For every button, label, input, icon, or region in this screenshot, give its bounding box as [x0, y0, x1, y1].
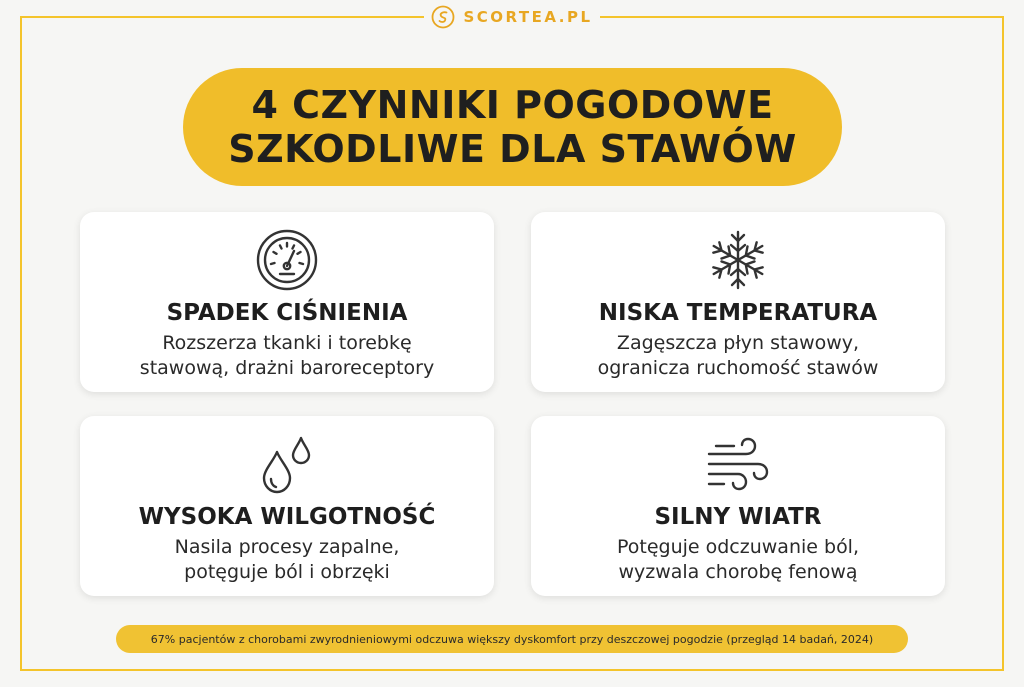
- statistic-footer-text: 67% pacjentów z chorobami zwyrodnieniowymi odczuwa większy dyskomfort przy deszczowej pogodzie (przegląd 14 badań, 2024): [150, 632, 874, 646]
- wind-icon: [706, 432, 770, 496]
- swirl-logo-icon: [431, 5, 455, 29]
- card-desc-pressure: [140, 331, 434, 381]
- main-title-line-2: SZKODLIWE DLA STAWÓW: [228, 127, 797, 171]
- card-desc-line: Potęguje odczuwanie ból,: [616, 536, 860, 558]
- snowflake-icon: [706, 228, 770, 292]
- card-desc-line: ogranicza ruchomość stawów: [597, 357, 879, 379]
- card-desc-wind: [617, 535, 859, 585]
- card-title-pressure: SPADEK CIŚNIENIA: [166, 300, 408, 326]
- water-drops-icon: [255, 432, 319, 496]
- card-desc-humidity: [175, 535, 400, 585]
- card-desc-line: Rozszerza tkanki i torebkę: [162, 332, 412, 354]
- factor-card-pressure: [80, 212, 494, 392]
- card-desc-line: Zagęszcza płyn stawowy,: [616, 332, 860, 354]
- factor-card-wind: [531, 416, 945, 596]
- pressure-gauge-icon: [255, 228, 319, 292]
- card-title-temperature: NISKA TEMPERATURA: [598, 300, 878, 326]
- card-desc-line: wyzwala chorobę fenową: [618, 561, 858, 583]
- card-desc-line: Nasila procesy zapalne,: [174, 536, 400, 558]
- brand-header: [424, 0, 600, 34]
- main-title-line-1: 4 CZYNNIKI POGODOWE: [251, 83, 774, 127]
- card-desc-temperature: [598, 331, 879, 381]
- brand-name: SCORTEA.PL: [463, 8, 593, 26]
- card-desc-line: stawową, drażni baroreceptory: [139, 357, 435, 379]
- card-desc-line: potęguje ból i obrzęki: [184, 561, 390, 583]
- card-title-wind: SILNY WIATR: [654, 504, 822, 530]
- main-title-banner: [183, 68, 842, 186]
- factor-card-temperature: [531, 212, 945, 392]
- factor-card-humidity: [80, 416, 494, 596]
- statistic-footer-banner: [116, 625, 908, 653]
- card-title-humidity: WYSOKA WILGOTNOŚĆ: [138, 504, 436, 530]
